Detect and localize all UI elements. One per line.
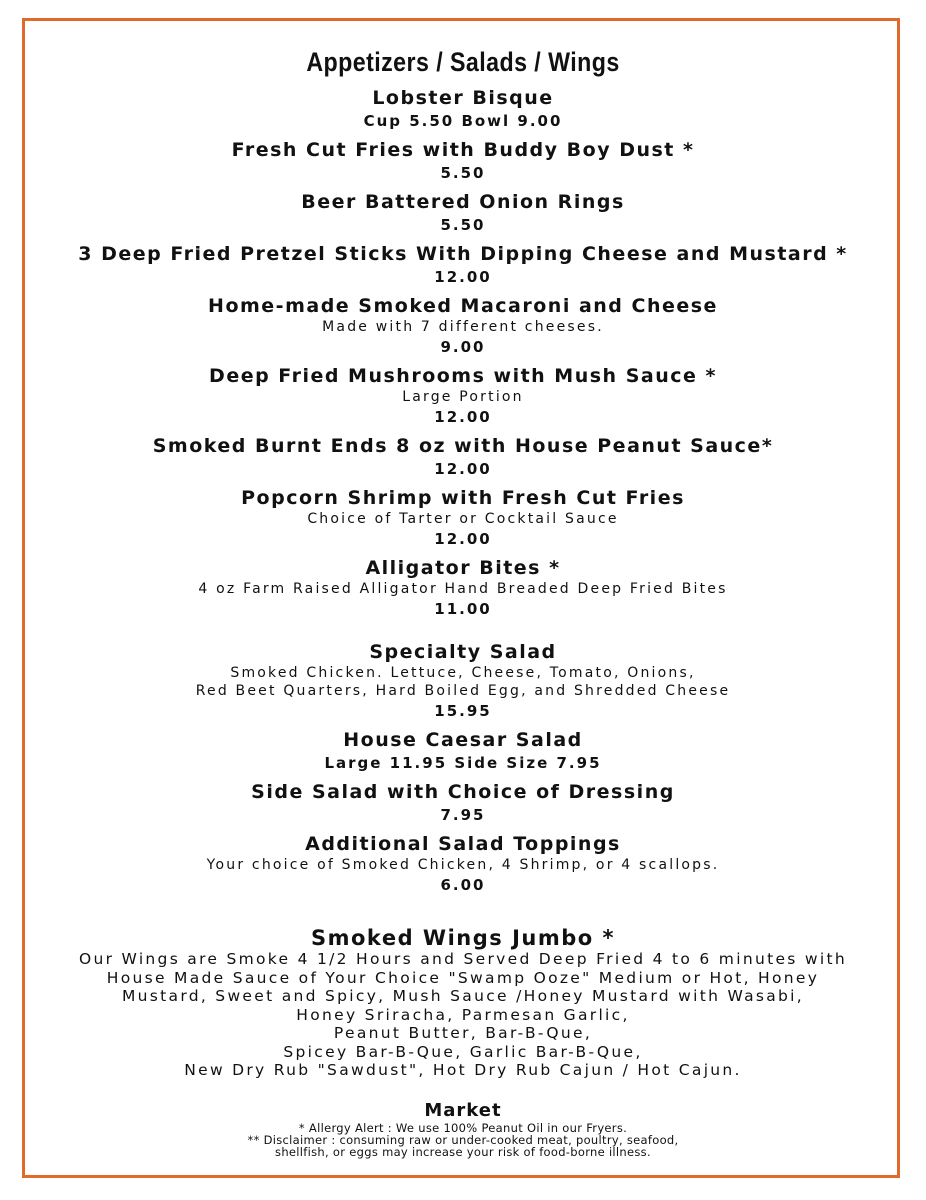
item-name: Lobster Bisque [372, 87, 554, 109]
wings-description-line: Honey Sriracha, Parmesan Garlic, [296, 1005, 630, 1024]
item-description: Red Beet Quarters, Hard Boiled Egg, and Shredded Cheese [195, 683, 731, 699]
menu-item [22, 190, 904, 236]
item-name: Fresh Cut Fries with Buddy Boy Dust * [231, 139, 695, 161]
item-name: Beer Battered Onion Rings [301, 191, 625, 213]
item-description: Smoked Chicken. Lettuce, Cheese, Tomato, Onions, [230, 665, 696, 681]
wings-description-line: Peanut Butter, Bar-B-Que, [333, 1024, 593, 1042]
item-name: 3 Deep Fried Pretzel Sticks With Dipping Cheese and Mustard * [78, 243, 848, 265]
footnotes [22, 1122, 904, 1158]
salad-item [22, 728, 904, 774]
item-price: 15.95 [434, 702, 492, 720]
salad-item [22, 832, 904, 896]
item-description: Choice of Tarter or Cocktail Sauce [307, 511, 619, 527]
item-price: 7.95 [440, 806, 486, 824]
item-description: Large Portion [402, 389, 524, 405]
wings-description-line: House Made Sauce of Your Choice "Swamp Ooze" Medium or Hot, Honey [106, 968, 820, 987]
item-price: 12.00 [434, 460, 492, 478]
item-name: Deep Fried Mushrooms with Mush Sauce * [209, 365, 717, 387]
wings-description-line: New Dry Rub "Sawdust", Hot Dry Rub Cajun / Hot Cajun. [184, 1061, 742, 1079]
footnote-line: shellfish, or eggs may increase your risk of food-borne illness. [275, 1144, 651, 1159]
item-name: House Caesar Salad [343, 729, 583, 751]
menu-item [22, 86, 904, 132]
item-price: 11.00 [434, 600, 492, 618]
item-price: 12.00 [434, 530, 492, 548]
wings-description-line: Mustard, Sweet and Spicy, Mush Sauce /Honey Mustard with Wasabi, [121, 987, 805, 1005]
menu-item [22, 434, 904, 480]
salad-item [22, 640, 904, 722]
wings-description-line: Spicey Bar-B-Que, Garlic Bar-B-Que, [283, 1042, 643, 1061]
item-price: 5.50 [440, 164, 486, 182]
menu-item [22, 556, 904, 620]
item-name: Home-made Smoked Macaroni and Cheese [208, 295, 718, 317]
item-price: Cup 5.50 Bowl 9.00 [363, 112, 563, 130]
item-name: Alligator Bites * [365, 557, 561, 579]
menu-item [22, 364, 904, 428]
item-price: 12.00 [434, 408, 492, 426]
item-description: Made with 7 different cheeses. [322, 319, 604, 335]
wings-name: Smoked Wings Jumbo * [311, 926, 615, 950]
wings-section [22, 926, 904, 1080]
item-price: Large 11.95 Side Size 7.95 [324, 754, 602, 772]
menu-item [22, 242, 904, 288]
menu-item [22, 138, 904, 184]
footnote-line: ** Disclaimer : consuming raw or under-cooked meat, poultry, seafood, [247, 1132, 679, 1147]
item-description: Your choice of Smoked Chicken, 4 Shrimp, or 4 scallops. [206, 857, 720, 873]
item-price: 12.00 [434, 268, 492, 286]
item-name: Specialty Salad [369, 641, 557, 663]
menu-page [22, 18, 904, 1158]
item-price: 5.50 [440, 216, 486, 234]
wings-description-line: Our Wings are Smoke 4 1/2 Hours and Served Deep Fried 4 to 6 minutes with [79, 950, 847, 968]
item-name: Smoked Burnt Ends 8 oz with House Peanut Sauce* [152, 435, 774, 457]
market-label: Market [424, 1099, 502, 1121]
menu-title: Appetizers / Salads / Wings [306, 47, 620, 77]
footnote-line: * Allergy Alert : We use 100% Peanut Oil in our Fryers. [298, 1120, 628, 1135]
salad-item [22, 780, 904, 826]
menu-item [22, 486, 904, 550]
item-description: 4 oz Farm Raised Alligator Hand Breaded Deep Fried Bites [198, 581, 728, 597]
wings-description [22, 950, 904, 1080]
item-name: Side Salad with Choice of Dressing [251, 781, 675, 803]
item-price: 6.00 [440, 876, 486, 894]
appetizers-section [22, 86, 904, 620]
menu-item [22, 294, 904, 358]
item-price: 9.00 [440, 338, 486, 356]
item-name: Additional Salad Toppings [305, 833, 621, 855]
item-name: Popcorn Shrimp with Fresh Cut Fries [241, 487, 685, 509]
salads-section [22, 640, 904, 896]
